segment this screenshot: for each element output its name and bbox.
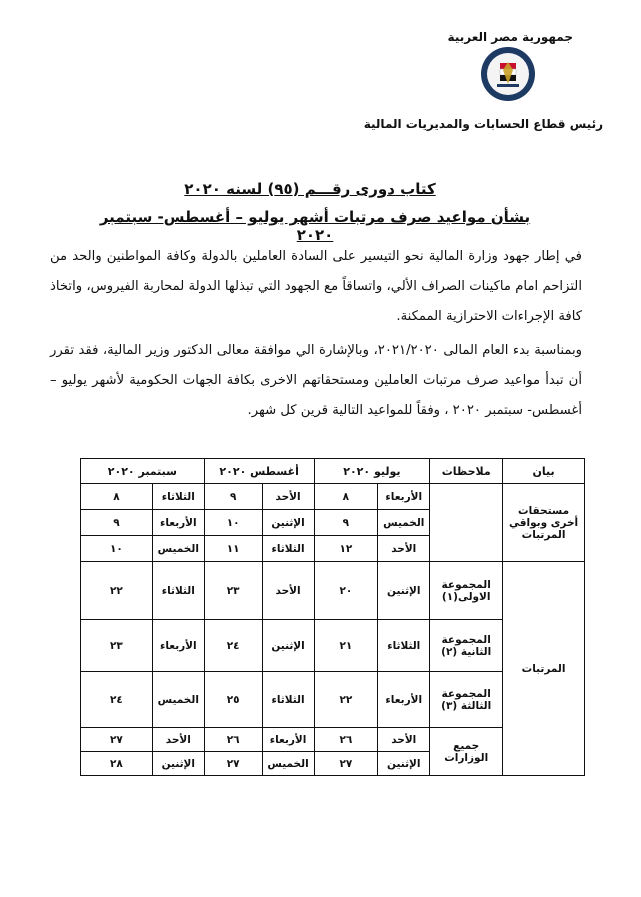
august-day: الثلاثاء — [262, 672, 314, 728]
august-day: الأحد — [262, 562, 314, 620]
subject-title: بشأن مواعيد صرف مرتبات أشهر يوليو – أغسطس- سبتمبر ٢٠٢٠ — [99, 208, 531, 244]
july-date: ٩ — [314, 510, 378, 536]
july-day: الأحد — [378, 536, 430, 562]
august-day: الأحد — [262, 484, 314, 510]
september-date: ٢٨ — [81, 752, 153, 776]
september-day: الأربعاء — [152, 510, 204, 536]
header-august: أغسطس ٢٠٢٠ — [204, 459, 314, 484]
header-statement: بيان — [503, 459, 585, 484]
august-day: الإثنين — [262, 510, 314, 536]
september-day: الإثنين — [152, 752, 204, 776]
august-day: الأربعاء — [262, 728, 314, 752]
september-day: الأحد — [152, 728, 204, 752]
ministry-emblem-icon — [480, 46, 536, 102]
header-july: يوليو ٢٠٢٠ — [314, 459, 430, 484]
august-day: الثلاثاء — [262, 536, 314, 562]
august-day: الخميس — [262, 752, 314, 776]
group-label-other-dues: مستحقات أخرى وبواقي المرتبات — [503, 484, 585, 562]
group-note: المجموعة الاولى(١) — [430, 562, 503, 620]
september-date: ٢٢ — [81, 562, 153, 620]
july-day: الثلاثاء — [378, 620, 430, 672]
july-day: الإثنين — [378, 752, 430, 776]
group-label-salaries: المرتبات — [503, 562, 585, 776]
july-date: ٢٦ — [314, 728, 378, 752]
group-note: المجموعة الثانية (٢) — [430, 620, 503, 672]
july-date: ٢٢ — [314, 672, 378, 728]
september-date: ٢٧ — [81, 728, 153, 752]
august-date: ٢٤ — [204, 620, 262, 672]
july-day: الإثنين — [378, 562, 430, 620]
september-date: ٢٣ — [81, 620, 153, 672]
salary-schedule-table — [80, 458, 585, 776]
july-day: الخميس — [378, 510, 430, 536]
july-date: ٢٠ — [314, 562, 378, 620]
august-date: ٢٧ — [204, 752, 262, 776]
table-row — [81, 562, 585, 620]
table-header-row — [81, 459, 585, 484]
header-notes: ملاحظات — [430, 459, 503, 484]
notes-cell-empty — [430, 484, 503, 562]
august-date: ١١ — [204, 536, 262, 562]
august-date: ٢٦ — [204, 728, 262, 752]
paragraph-intro: في إطار جهود وزارة المالية نحو التيسير على السادة العاملين بالدولة وكافة المواطنين والحد من التزاحم امام ماكينات الصراف الألي، واتساقاً مع الجهود التي تبذلها الدولة لمحاربة الفيروس، واتخاذ كافة الإجراءات الاحترازية الممكنة. — [50, 249, 582, 324]
circular-title: كتاب دورى رقـــم (٩٥) لسنه ٢٠٢٠ — [184, 180, 436, 198]
september-day: الأربعاء — [152, 620, 204, 672]
september-date: ١٠ — [81, 536, 153, 562]
paragraph-decision: وبمناسبة بدء العام المالى ٢٠٢١/٢٠٢٠، وبالإشارة الي موافقة معالى الدكتور وزير المالية، فقد تقرر أن تبدأ مواعيد صرف مرتبات العاملين ومستحقاتهم الاخرى بكافة الجهات الحكومية لأشهر يوليو – أغسطس- سبتمبر ٢٠٢٠ ، وفقاً للمواعيد التالية قرين كل شهر. — [50, 343, 582, 418]
sector-head-title: رئيس قطاع الحسابات والمديريات المالية — [363, 117, 603, 131]
republic-name: جمهورية مصر العربية — [447, 30, 573, 44]
group-note: المجموعة الثالثة (٣) — [430, 672, 503, 728]
september-day: الخميس — [152, 536, 204, 562]
september-day: الخميس — [152, 672, 204, 728]
july-date: ٢٧ — [314, 752, 378, 776]
ministries-note: جميع الوزارات — [430, 728, 503, 776]
july-day: الأربعاء — [378, 484, 430, 510]
july-date: ٢١ — [314, 620, 378, 672]
august-date: ٢٣ — [204, 562, 262, 620]
september-day: الثلاثاء — [152, 562, 204, 620]
september-date: ٩ — [81, 510, 153, 536]
august-date: ١٠ — [204, 510, 262, 536]
july-day: الأربعاء — [378, 672, 430, 728]
header-september: سبتمبر ٢٠٢٠ — [81, 459, 205, 484]
table-row — [81, 484, 585, 510]
july-date: ٨ — [314, 484, 378, 510]
august-date: ٩ — [204, 484, 262, 510]
september-date: ٢٤ — [81, 672, 153, 728]
july-date: ١٢ — [314, 536, 378, 562]
september-date: ٨ — [81, 484, 153, 510]
august-date: ٢٥ — [204, 672, 262, 728]
september-day: الثلاثاء — [152, 484, 204, 510]
august-day: الإثنين — [262, 620, 314, 672]
july-day: الأحد — [378, 728, 430, 752]
